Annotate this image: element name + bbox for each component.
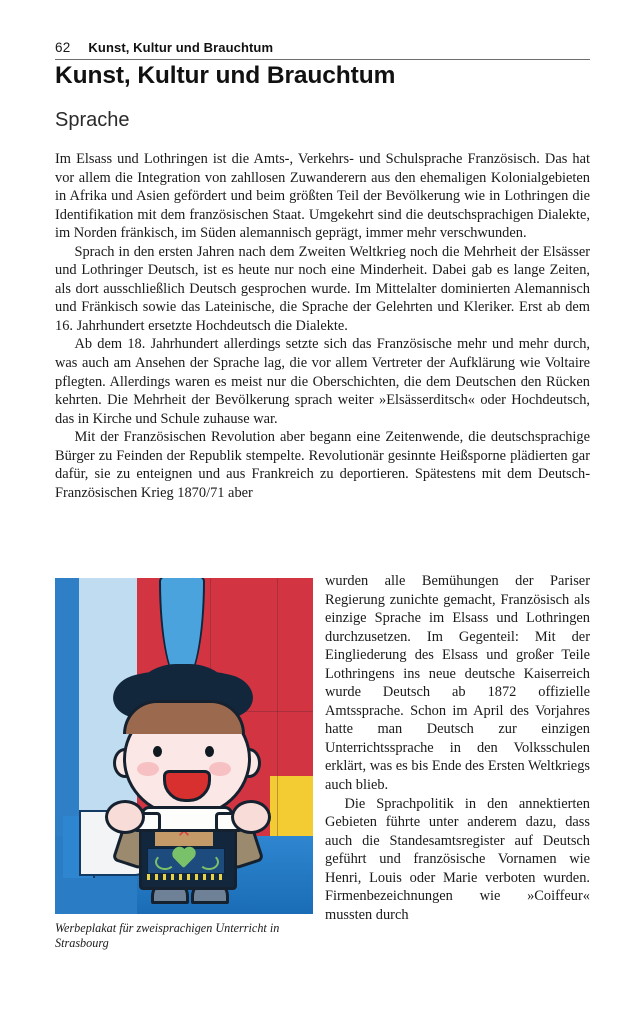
running-head bbox=[55, 40, 590, 60]
figure bbox=[55, 578, 313, 951]
paragraph-1: Im Elsass und Lothringen ist die Amts-, Verkehrs- und Schulsprache Französisch. Das hat vor allem die Integration von zahllosen Zuwanderern aus den ehemaligen Kolonialgebieten in Afrika und Asien gefördert und beim größten Teil der Bevölkerung wie in Lothringen die Identifikation mit dem französischen Staat. Umgekehrt sind die deutschsprachigen Dialekte, im Norden fränkisch, im Süden alemannisch geprägt, immer mehr verschwunden. bbox=[55, 151, 590, 242]
paragraph-4: Mit der Französischen Revolution aber begann eine Zeitenwende, die deutschsprachige Bürger zu Feinden der Republik stempelte. Revolutionär gesinnte Heißsporne plädierten gar dafür, sie zu enteignen und aus Frankreich zu deportieren. Spätestens mit dem Deutsch-Französischen Krieg 1870/71 aber bbox=[55, 429, 590, 501]
page-title: Kunst, Kultur und Brauchtum bbox=[55, 62, 396, 89]
body-text-column bbox=[55, 150, 590, 502]
hair bbox=[123, 700, 245, 734]
skirt-swirl-right bbox=[199, 854, 219, 870]
figure-caption: Werbeplakat für zweisprachigen Unterricht in Strasbourg bbox=[55, 921, 280, 951]
side-text-column bbox=[325, 572, 590, 924]
hand-right bbox=[231, 800, 271, 834]
paragraph-3: Ab dem 18. Jahrhundert allerdings setzte sich das Französische mehr und mehr durch, was auch am Ansehen der Sprache lag, die vor allem Vertreter der Aufklärung wie Voltaire pflegten. Allerdings waren es meist nur die Oberschichten, die dem Deutschen den Rücken kehrten. Die Mehrheit der Bevölkerung sprach weiter »Elsässerditsch« oder Hochdeutsch, das in Kirche und Schule zuhause war. bbox=[55, 336, 590, 427]
poster-illustration bbox=[55, 578, 313, 914]
wall-seam-vertical-2 bbox=[277, 578, 278, 836]
paragraph-2: Sprach in den ersten Jahren nach dem Zweiten Weltkrieg noch die Mehrheit der Elsässer und Lothringer Deutsch, ist es heute nur noch eine Minderheit. Dabei gab es lange Zeiten, als dort ausschließlich Deutsch gesprochen wurde. Im Mittelalter dominierten Alemannisch und Fränkisch sowie das Lateinische, die Sprache der Gelehrten und Kleriker. Erst ab dem 16. Jahrhundert ersetzte Hochdeutsch die Dialekte. bbox=[55, 243, 590, 334]
paragraph-4-continued: wurden alle Bemühungen der Pariser Regierung zunichte gemacht, Französisch als einzige Sprache im Elsass und Lothringen durchzusetzen. Im Gegenteil: Mit der Eingliederung des Elsass und großer Teile Lothringens ins neue deutsche Kaiserreich wurde Deutsch ab 1872 offizielle Amtssprache. Schon im April des Vorjahres hatte man Deutsch zur einzigen Unterrichtssprache in den Volksschulen erklärt, was es bis Ende des Ersten Weltkriegs auch blieb. bbox=[325, 573, 590, 794]
running-head-title: Kunst, Kultur und Brauchtum bbox=[88, 40, 274, 55]
eye-right bbox=[205, 746, 214, 757]
section-title: Sprache bbox=[55, 109, 130, 131]
cheek-right bbox=[209, 762, 231, 776]
eye-left bbox=[153, 746, 162, 757]
paragraph-5: Die Sprachpolitik in den annektierten Gebieten führte unter anderem dazu, dass auch die Standesamtsregister auf Deutsch geführt und französische Vornamen wie Henri, Louis oder Marie verboten wurden. Firmenbezeichnungen wie »Coiffeur« mussten durch bbox=[325, 795, 590, 923]
cheek-left bbox=[137, 762, 159, 776]
hand-left bbox=[105, 800, 145, 834]
page-number: 62 bbox=[55, 40, 71, 55]
wall-band-dark-blue bbox=[55, 578, 79, 838]
skirt-dot-trim bbox=[147, 874, 223, 880]
